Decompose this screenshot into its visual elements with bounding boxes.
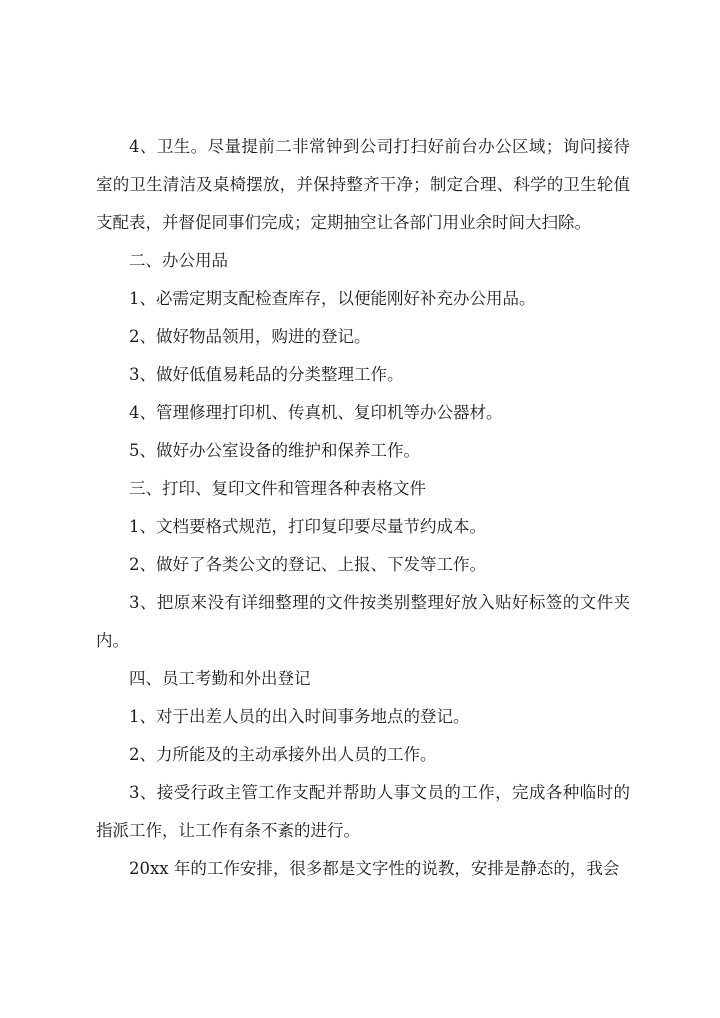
paragraph-supplies-3: 3、做好低值易耗品的分类整理工作。 [129, 365, 404, 384]
section-heading-printing: 三、打印、复印文件和管理各种表格文件 [129, 479, 426, 498]
paragraph-hygiene: 4、卫生。尽量提前二非常钟到公司打扫好前台办公区域；询问接待室的卫生清洁及桌椅摆放，并保持整齐干净；制定合理、科学的卫生轮值支配表，并督促同事们完成；定期抽空让各部门用业余时间大扫除。 [96, 137, 630, 232]
paragraph-attendance-2: 2、力所能及的主动承接外出人员的工作。 [129, 745, 437, 764]
paragraph-supplies-1: 1、必需定期支配检查库存，以便能刚好补充办公用品。 [129, 289, 536, 308]
section-heading-attendance: 四、员工考勤和外出登记 [129, 669, 311, 688]
paragraph-supplies-2: 2、做好物品领用，购进的登记。 [129, 327, 371, 346]
document-body [96, 128, 630, 888]
paragraph-printing-3: 3、把原来没有详细整理的文件按类别整理好放入贴好标签的文件夹内。 [96, 593, 630, 650]
paragraph-printing-2: 2、做好了各类公文的登记、上报、下发等工作。 [129, 555, 486, 574]
paragraph-attendance-3: 3、接受行政主管工作支配并帮助人事文员的工作，完成各种临时的指派工作，让工作有条不紊的进行。 [96, 783, 630, 840]
paragraph-printing-1: 1、文档要格式规范，打印复印要尽量节约成本。 [129, 517, 486, 536]
paragraph-attendance-1: 1、对于出差人员的出入时间事务地点的登记。 [129, 707, 470, 726]
section-heading-office-supplies: 二、办公用品 [129, 251, 228, 270]
paragraph-supplies-5: 5、做好办公室设备的维护和保养工作。 [129, 441, 420, 460]
paragraph-supplies-4: 4、管理修理打印机、传真机、复印机等办公器材。 [129, 403, 503, 422]
paragraph-closing: 20xx 年的工作安排，很多都是文字性的说教，安排是静态的，我会 [129, 859, 620, 878]
